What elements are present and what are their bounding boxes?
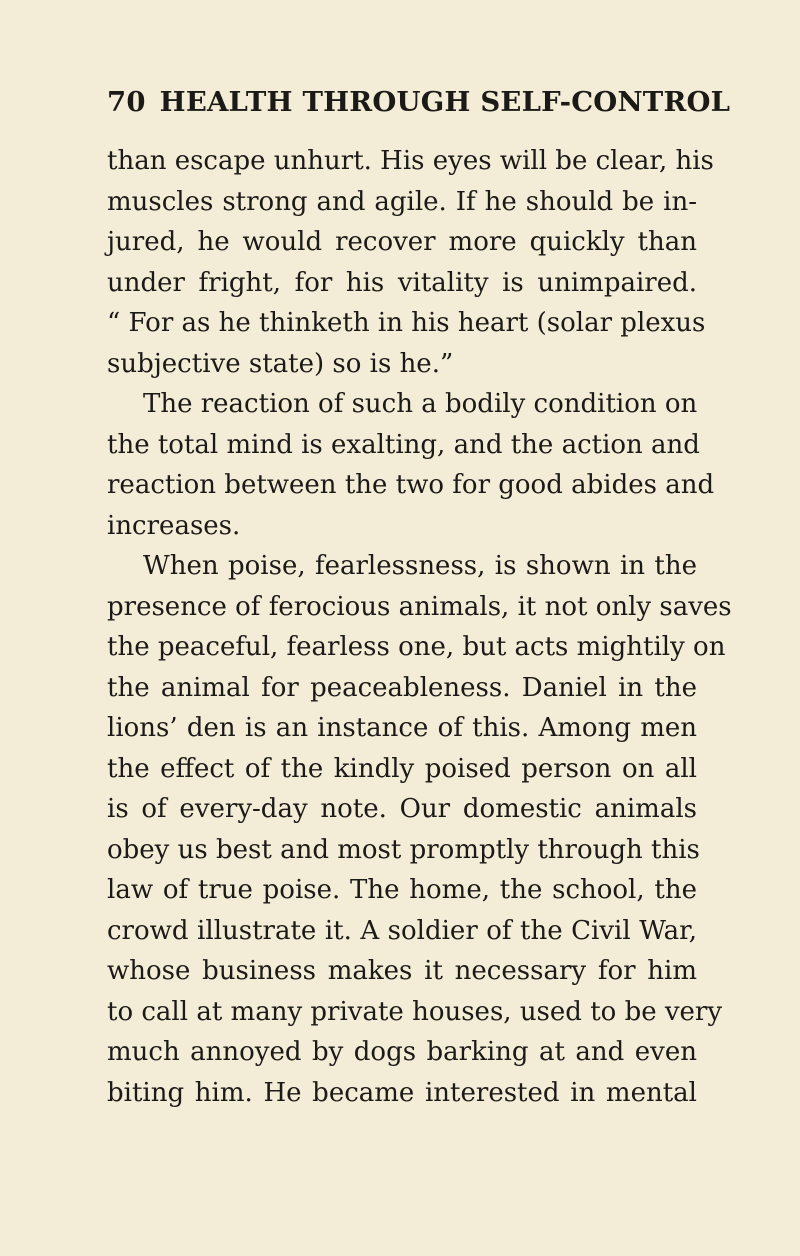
text-line: the animal for peaceableness. Daniel in the xyxy=(107,672,697,703)
text-line: the effect of the kindly poised person on all xyxy=(107,753,697,784)
text-line: the peaceful, fearless one, but acts mightily on xyxy=(107,632,726,662)
body-text xyxy=(107,141,732,1113)
paragraph-first-line: The reaction of such a bodily condition on xyxy=(143,389,698,419)
text-line: subjective state) so is he.” xyxy=(107,348,454,379)
text-line: obey us best and most promptly through this xyxy=(107,834,700,865)
text-line: reaction between the two for good abides and xyxy=(107,470,715,500)
text-line: “ For as he thinketh in his heart (solar plexus xyxy=(107,308,706,338)
text-line: much annoyed by dogs barking at and even xyxy=(107,1037,697,1067)
text-line: presence of ferocious animals, it not only saves xyxy=(107,591,732,622)
text-line: increases. xyxy=(107,510,241,541)
paragraph-first-line: When poise, fearlessness, is shown in the xyxy=(143,551,697,581)
text-line: law of true poise. The home, the school, the xyxy=(107,875,697,905)
text-line: jured, he would recover more quickly than xyxy=(107,227,697,257)
text-line: the total mind is exalting, and the action and xyxy=(107,429,700,460)
text-line: to call at many private houses, used to be very xyxy=(107,996,723,1027)
text-line: under fright, for his vitality is unimpaired. xyxy=(107,267,697,298)
text-line: crowd illustrate it. A soldier of the Civil War, xyxy=(107,915,697,946)
text-line: whose business makes it necessary for him xyxy=(107,956,697,986)
text-line: is of every-day note. Our domestic animals xyxy=(107,794,697,824)
text-line: lions’ den is an instance of this. Among men xyxy=(107,713,697,743)
text-line: than escape unhurt. His eyes will be clear, his xyxy=(107,146,714,176)
page-number: 70 xyxy=(107,86,146,118)
text-line: muscles strong and agile. If he should be in- xyxy=(107,186,697,217)
book-title: HEALTH THROUGH SELF-CONTROL xyxy=(159,86,731,118)
running-head xyxy=(107,82,731,122)
text-line: biting him. He became interested in mental xyxy=(107,1077,697,1108)
